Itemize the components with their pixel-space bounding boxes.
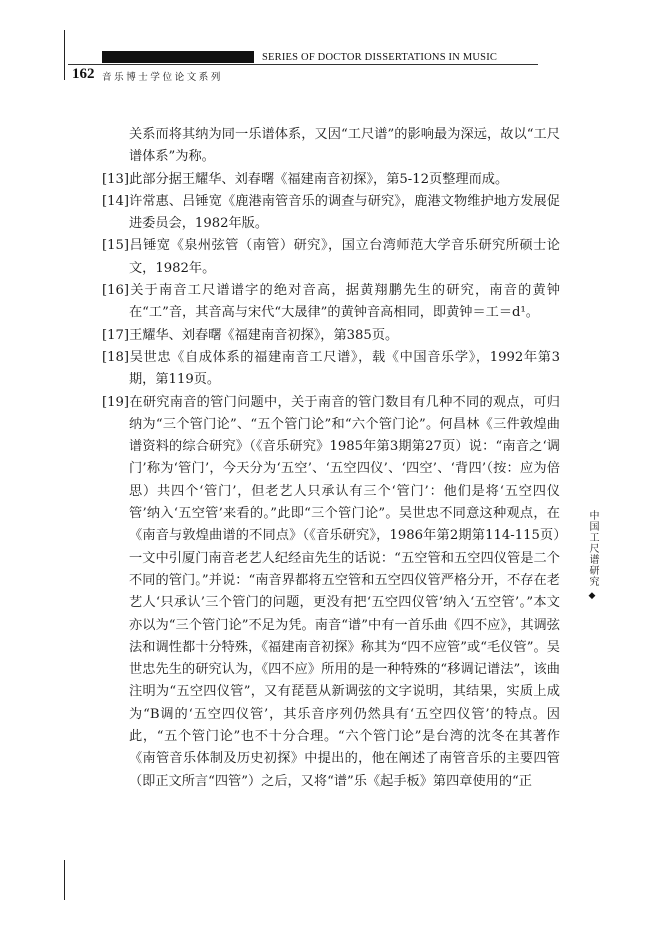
margin-line-top [64, 30, 65, 80]
note-continuation: 关系而将其纳为同一乐谱体系，又因“工尺谱”的影响最为深远，故以“工尺谱体系”为称。 [129, 127, 560, 165]
page-number: 162 [72, 66, 95, 82]
series-title-chinese: 音乐博士学位论文系列 [102, 72, 224, 83]
note-17: [17]王耀华、刘春曙《福建南音初探》，第385页。 [102, 327, 399, 343]
note-15: [15]吕锤宽《泉州弦管（南管）研究》，国立台湾师范大学音乐研究所硕士论文，1982年。 [102, 238, 560, 276]
side-tab-diamond-icon: ◆ [587, 591, 597, 603]
note-19: [19]在研究南音的管门问题中，关于南音的管门数目有几种不同的观点，可归纳为“三个管门论”、“五个管门论”和“六个管门论”。何昌林《三件敦煌曲谱资料的综合研究》（《音乐研究》1985年第3期第27页）说：“南音之‘调门’称为‘管门’，今天分为‘五空’、‘五空四仪’、‘四空’、‘背四’（按：应为倍思）共四个‘管门’，但老艺人只承认有三个‘管门’：他们是将‘五空四仪管’纳入‘五空管’来看的。”此即“三个管门论”。吴世忠不同意这种观点，在《南音与敦煌曲谱的不同点》（《音乐研究》，1986年第2期第114-115页）一文中引厦门南音老艺人纪经亩先生的话说：“五空管和五空四仪管是二个不同的管门。”并说：“南音界都将五空管和五空四仪管严格分开，不存在老艺人‘只承认’三个管门的问题，更没有把‘五空四仪管’纳入‘五空管’。”本文亦以为“三个管门论”不足为凭。南音“谱”中有一首乐曲《四不应》，其调弦法和调性都十分特殊，《福建南音初探》称其为“四不应管”或“毛仪管”。吴世忠先生的研究认为，《四不应》所用的是一种特殊的“移调记谱法”，该曲注明为“五空四仪管”，又有琵琶从新调弦的文字说明，其结果，实质上成为“B调的‘五空四仪管’，其乐音序列仍然具有‘五空四仪管’的特点。因此，“五个管门论”也不十分合理。“六个管门论”是台湾的沈冬在其著作《南管音乐体制及历史初探》中提出的，他在阐述了南管音乐的主要四管（即正文所言“四管”）之后，又将“谱”乐《起手板》第四章使用的“正 [102, 394, 560, 789]
series-title: SERIES OF DOCTOR DISSERTATIONS IN MUSIC [262, 52, 498, 63]
note-18: [18]吴世忠《自成体系的福建南音工尺谱》，载《中国音乐学》，1992年第3期，第119页。 [102, 349, 560, 388]
side-tab-label: 中国工尺谱研究 [587, 510, 598, 587]
margin-line-bottom [64, 860, 65, 900]
header-rule [68, 64, 538, 65]
header-black-bar [102, 51, 254, 63]
note-13: [13]此部分据王耀华、刘春曙《福建南音初探》，第5-12页整理而成。 [102, 171, 509, 187]
note-16: [16]关于南音工尺谱谱字的绝对音高，据黄翔鹏先生的研究，南音的黄钟在“工”音，其音高与宋代“大晟律”的黄钟音高相同，即黄钟＝工＝d¹。 [102, 283, 560, 321]
note-14: [14]许常惠、吕锤宽《鹿港南管音乐的调查与研究》，鹿港文物维护地方发展促进委员会，1982年版。 [102, 193, 560, 232]
notes-body [102, 124, 560, 793]
side-section-tab [585, 510, 600, 602]
